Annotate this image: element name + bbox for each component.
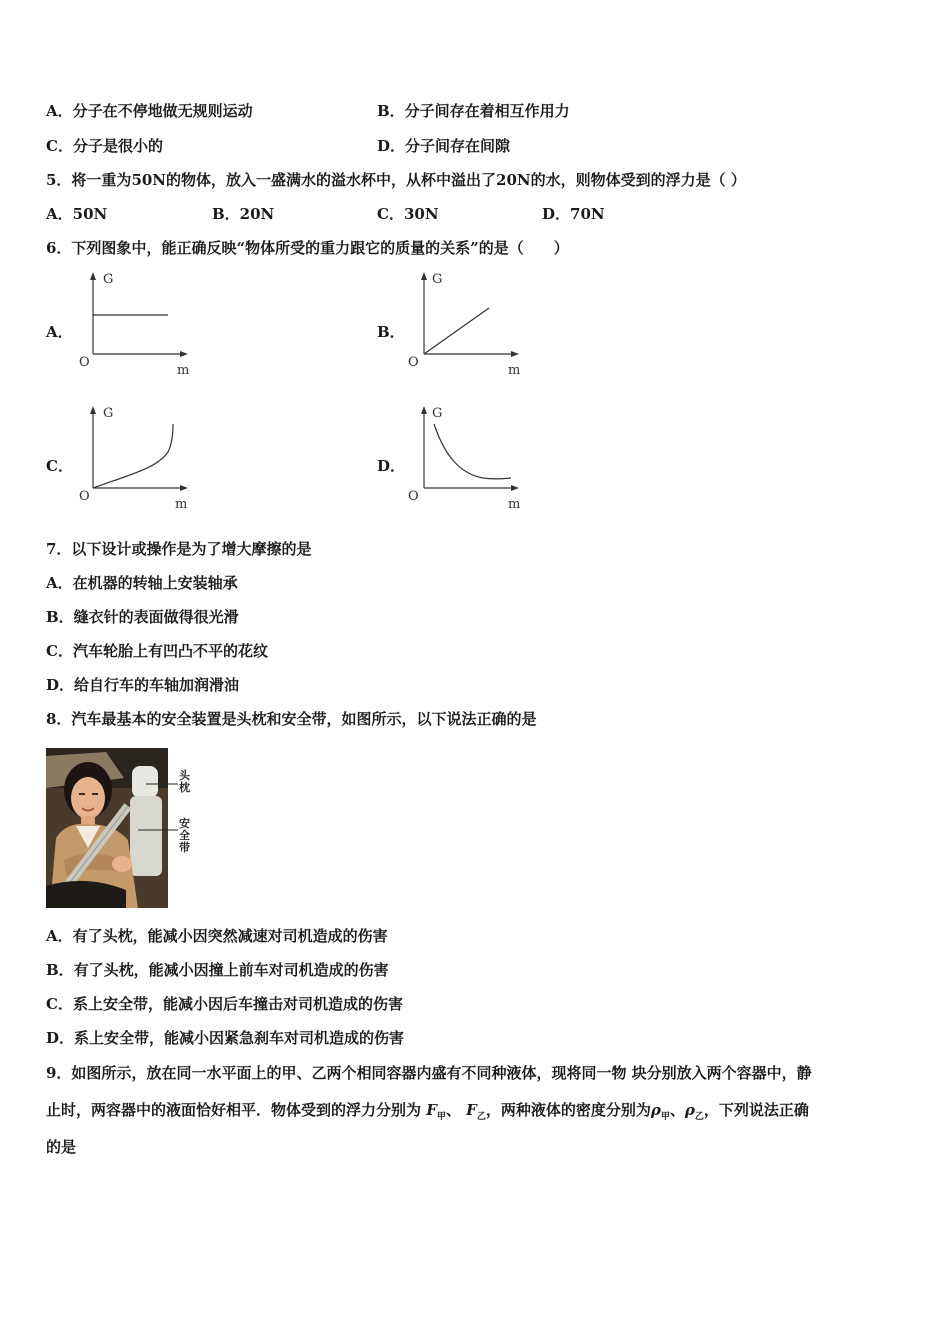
q7-option-b: B．缝衣针的表面做得很光滑 xyxy=(46,608,239,626)
q9-f-yi: F xyxy=(466,1101,477,1119)
graph-c-x-label: m xyxy=(175,497,188,512)
q9-line-2-text-c: ，下列说法正确 xyxy=(703,1101,809,1119)
q7-option-a: A．在机器的转轴上安装轴承 xyxy=(46,574,238,592)
q9-rho-yi-sub: 乙 xyxy=(694,1112,704,1122)
q8-option-c: C．系上安全带，能减小因后车撞击对司机造成的伤害 xyxy=(46,995,403,1013)
q9-sep-2: 、 xyxy=(669,1101,685,1119)
graph-b-origin: O xyxy=(408,355,419,370)
q6-graph-a xyxy=(72,268,197,378)
q9-sep-1: 、 xyxy=(445,1101,461,1119)
q5-option-b: B．20N xyxy=(212,205,275,223)
driver-photo-illustration xyxy=(46,748,196,908)
q9-f-jia: F xyxy=(426,1101,437,1119)
q6-label-d: D． xyxy=(377,457,406,475)
q6-label-b: B． xyxy=(377,323,405,341)
q4-option-b: B．分子间存在着相互作用力 xyxy=(377,102,570,120)
graph-c-y-label: G xyxy=(103,406,114,421)
graph-c-origin: O xyxy=(79,489,90,504)
q5-option-a: A．50N xyxy=(46,205,108,223)
seatbelt-label: 安全带 xyxy=(179,817,190,854)
q9-f-jia-sub: 甲 xyxy=(436,1112,446,1122)
q8-option-d: D．系上安全带，能减小因紧急刹车对司机造成的伤害 xyxy=(46,1029,405,1047)
graph-a-y-label: G xyxy=(103,272,114,287)
q8-option-b: B．有了头枕，能减小因撞上前车对司机造成的伤害 xyxy=(46,961,389,979)
q8-car-safety-photo xyxy=(46,748,196,908)
q5-option-c: C．30N xyxy=(377,205,439,223)
q9-line-1: 9．如图所示，放在同一水平面上的甲、乙两个相同容器内盛有不同种液体，现将同一物 块分别放入两个容器中，静 xyxy=(46,1064,812,1082)
q9-rho-yi: ρ xyxy=(684,1101,695,1119)
q4-option-c: C．分子是很小的 xyxy=(46,137,163,155)
graph-d-y-label: G xyxy=(432,406,443,421)
q8-option-a: A．有了头枕，能减小因突然减速对司机造成的伤害 xyxy=(46,927,388,945)
q6-graph-d xyxy=(403,402,528,512)
q6-stem: 6．下列图象中，能正确反映“物体所受的重力跟它的质量的关系”的是（ ） xyxy=(46,239,569,257)
graph-a-x-label: m xyxy=(177,363,190,378)
q9-rho-jia-sub: 甲 xyxy=(660,1112,670,1122)
q6-graph-c xyxy=(72,402,197,512)
q6-graph-b xyxy=(403,268,528,378)
q9-line-3: 的是 xyxy=(46,1138,77,1156)
q6-label-c: C． xyxy=(46,457,73,475)
q9-f-yi-sub: 乙 xyxy=(476,1112,486,1122)
graph-d-x-label: m xyxy=(508,497,521,512)
q9-rho-jia: ρ xyxy=(650,1101,661,1119)
q7-stem: 7．以下设计或操作是为了增大摩擦的是 xyxy=(46,540,312,558)
q9-line-2-text-b: ，两种液体的密度分别为 xyxy=(485,1101,651,1119)
q9-line-2-text-a: 止时，两容器中的液面恰好相平．物体受到的浮力分别为 xyxy=(46,1101,422,1119)
graph-b-x-label: m xyxy=(508,363,521,378)
q5-option-d: D．70N xyxy=(542,205,605,223)
q7-option-c: C．汽车轮胎上有凹凸不平的花纹 xyxy=(46,642,268,660)
headrest-label: 头枕 xyxy=(179,769,190,794)
q8-stem: 8．汽车最基本的安全装置是头枕和安全带，如图所示，以下说法正确的是 xyxy=(46,710,537,728)
graph-b-y-label: G xyxy=(432,272,443,287)
q5-stem: 5．将一重为50N的物体，放入一盛满水的溢水杯中，从杯中溢出了20N的水，则物体受到的浮力是（ ） xyxy=(46,171,746,189)
q6-label-a: A． xyxy=(46,323,73,341)
q4-option-a: A．分子在不停地做无规则运动 xyxy=(46,102,253,120)
q9-line-2 xyxy=(46,1100,809,1127)
q7-option-d: D．给自行车的车轴加润滑油 xyxy=(46,676,240,694)
graph-d-origin: O xyxy=(408,489,419,504)
graph-a-origin: O xyxy=(79,355,90,370)
q4-option-d: D．分子间存在间隙 xyxy=(377,137,511,155)
